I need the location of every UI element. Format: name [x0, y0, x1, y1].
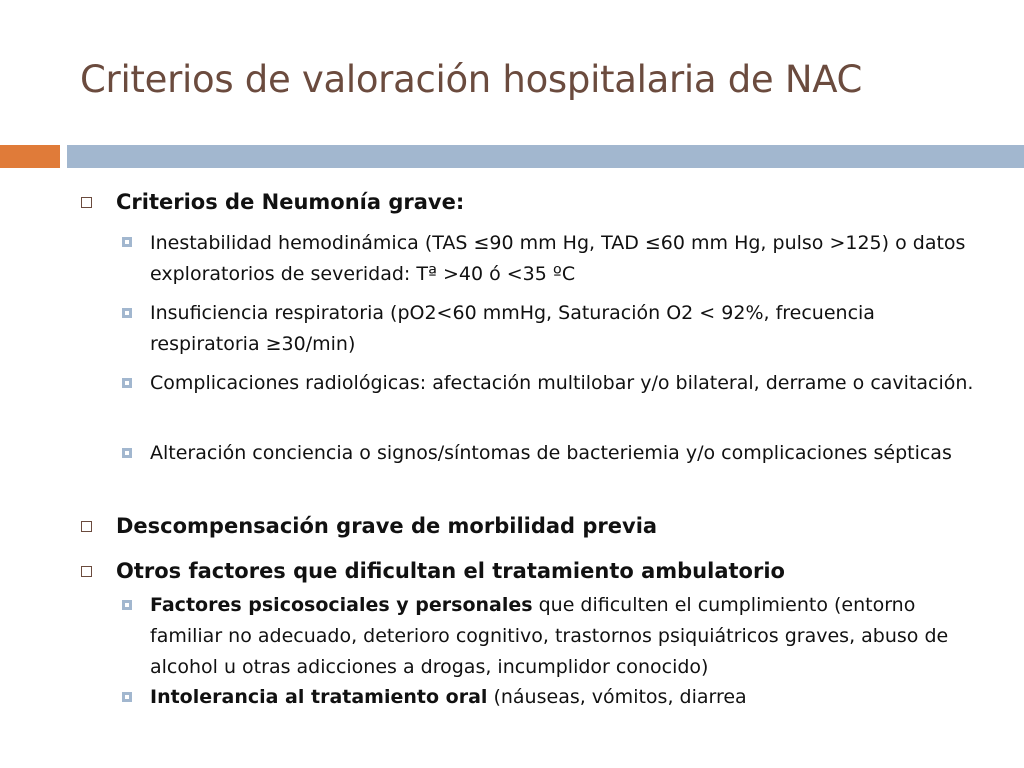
sub-bullet-marker	[122, 378, 132, 388]
sub-bullet-marker	[122, 692, 132, 702]
sub-bullet-marker	[122, 600, 132, 610]
title-rule-bar	[67, 145, 1024, 168]
sub-bullet-alteracion: Alteración conciencia o signos/síntomas de bacteriemia y/o complicaciones sépticas	[150, 442, 952, 464]
sub-bullet-bold-lead: Intolerancia al tratamiento oral	[150, 686, 488, 708]
sub-bullet-insuficiencia: Insuficiencia respiratoria (pO2<60 mmHg, Saturación O2 < 92%, frecuencia respiratoria ≥30/min)	[150, 302, 875, 355]
sub-bullet-marker	[122, 237, 132, 247]
sub-bullet-text: que dificulten el cumplimiento (entorno familiar no adecuado, deterioro cognitivo, trastornos psiquiátricos graves, abuso de alcohol u otras adicciones a drogas, incumplidor conocido)	[150, 594, 949, 678]
sub-bullet-bold-lead: Factores psicosociales y personales	[150, 594, 533, 616]
slide-title: Criterios de valoración hospitalaria de NAC	[80, 58, 863, 101]
sub-bullet-inestabilidad: Inestabilidad hemodinámica (TAS ≤90 mm Hg, TAD ≤60 mm Hg, pulso >125) o datos exploratorios de severidad: Tª >40 ó <35 ºC	[150, 232, 966, 285]
bullet-neumonia-grave: Criterios de Neumonía grave:	[116, 190, 465, 214]
bullet-otros-factores: Otros factores que dificultan el tratamiento ambulatorio	[116, 559, 785, 583]
sub-bullet-psicosociales	[150, 590, 990, 683]
bullet-marker-square	[81, 566, 92, 577]
accent-bar	[0, 145, 60, 168]
sub-bullet-marker	[122, 308, 132, 318]
bullet-descompensacion: Descompensación grave de morbilidad previa	[116, 514, 658, 538]
bullet-marker-square	[81, 197, 92, 208]
sub-bullet-marker	[122, 448, 132, 458]
sub-bullet-text: (náuseas, vómitos, diarrea	[487, 686, 747, 708]
sub-bullet-complicaciones: Complicaciones radiológicas: afectación multilobar y/o bilateral, derrame o cavitación.	[150, 372, 974, 394]
bullet-marker-square	[81, 521, 92, 532]
sub-bullet-intolerancia	[150, 682, 990, 713]
